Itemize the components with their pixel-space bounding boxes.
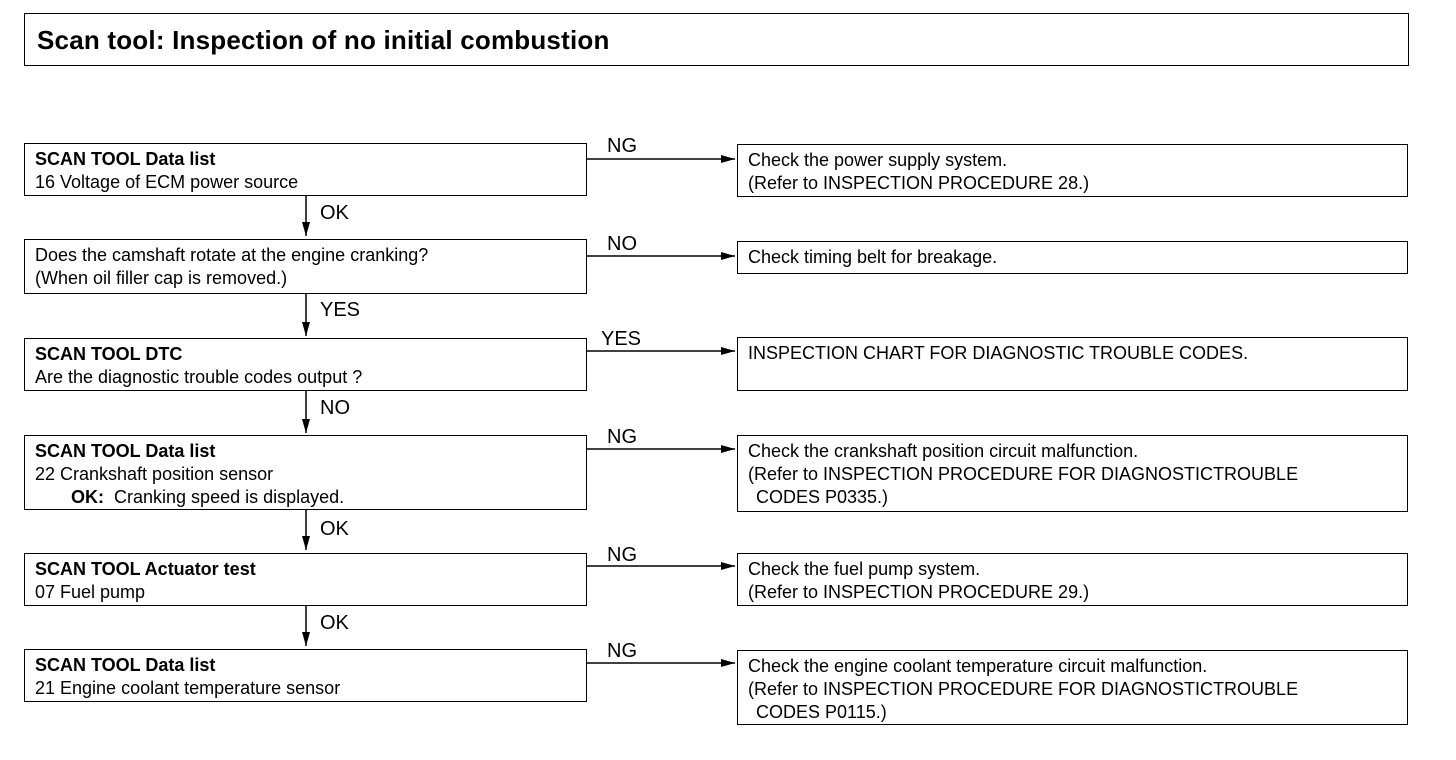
result-5-line-1: Check the fuel pump system.: [748, 559, 981, 579]
step-4-box: [24, 435, 587, 510]
result-5-box: [737, 553, 1408, 606]
result-4-line-3: CODES P0335.): [756, 487, 889, 507]
result-6-line-1: Check the engine coolant temperature circuit malfunction.: [748, 656, 1208, 676]
step-1-heading: SCAN TOOL Data list: [35, 149, 216, 169]
branch-label-2: NO: [607, 233, 637, 255]
step-2-line-1: Does the camshaft rotate at the engine cranking?: [35, 245, 429, 265]
step-5-text: 07 Fuel pump: [35, 582, 146, 602]
next-label-2: YES: [320, 299, 361, 321]
step-3-heading: SCAN TOOL DTC: [35, 344, 183, 364]
result-4-line-1: Check the crankshaft position circuit malfunction.: [748, 441, 1139, 461]
step-6-heading: SCAN TOOL Data list: [35, 655, 216, 675]
page-title: Scan tool: Inspection of no initial combustion: [37, 25, 610, 55]
step-6-text: 21 Engine coolant temperature sensor: [35, 678, 341, 698]
step-5-heading: SCAN TOOL Actuator test: [35, 559, 256, 579]
step-3-text: Are the diagnostic trouble codes output ?: [35, 367, 363, 387]
result-2-box: [737, 241, 1408, 274]
result-5-line-2: (Refer to INSPECTION PROCEDURE 29.): [748, 582, 1090, 602]
branch-label-3: YES: [601, 328, 642, 350]
step-2-line-2: (When oil filler cap is removed.): [35, 268, 288, 288]
result-6-line-3: CODES P0115.): [756, 702, 887, 722]
next-label-3: NO: [320, 397, 350, 419]
step-4-ok-key: OK:: [71, 487, 104, 507]
result-4-box: [737, 435, 1408, 512]
result-3-line-1: INSPECTION CHART FOR DIAGNOSTIC TROUBLE CODES.: [748, 343, 1249, 363]
branch-label-4: NG: [607, 426, 637, 448]
step-4-text: 22 Crankshaft position sensor: [35, 464, 274, 484]
result-6-box: [737, 650, 1408, 725]
result-6-line-2: (Refer to INSPECTION PROCEDURE FOR DIAGNOSTICTROUBLE: [748, 679, 1299, 699]
next-label-1: OK: [320, 202, 349, 224]
step-3-box: [24, 338, 587, 391]
step-2-box: [24, 239, 587, 294]
result-1-line-2: (Refer to INSPECTION PROCEDURE 28.): [748, 173, 1090, 193]
step-5-box: [24, 553, 587, 606]
step-1-box: [24, 143, 587, 196]
result-1-line-1: Check the power supply system.: [748, 150, 1008, 170]
branch-label-6: NG: [607, 640, 637, 662]
step-6-box: [24, 649, 587, 702]
step-1-text: 16 Voltage of ECM power source: [35, 172, 299, 192]
result-3-box: [737, 337, 1408, 391]
branch-label-1: NG: [607, 135, 637, 157]
branch-label-5: NG: [607, 544, 637, 566]
result-4-line-2: (Refer to INSPECTION PROCEDURE FOR DIAGNOSTICTROUBLE: [748, 464, 1299, 484]
next-label-5: OK: [320, 612, 349, 634]
result-1-box: [737, 144, 1408, 197]
step-4-heading: SCAN TOOL Data list: [35, 441, 216, 461]
step-4-ok-text: Cranking speed is displayed.: [114, 487, 345, 507]
next-label-4: OK: [320, 518, 349, 540]
result-2-line-1: Check timing belt for breakage.: [748, 247, 998, 267]
